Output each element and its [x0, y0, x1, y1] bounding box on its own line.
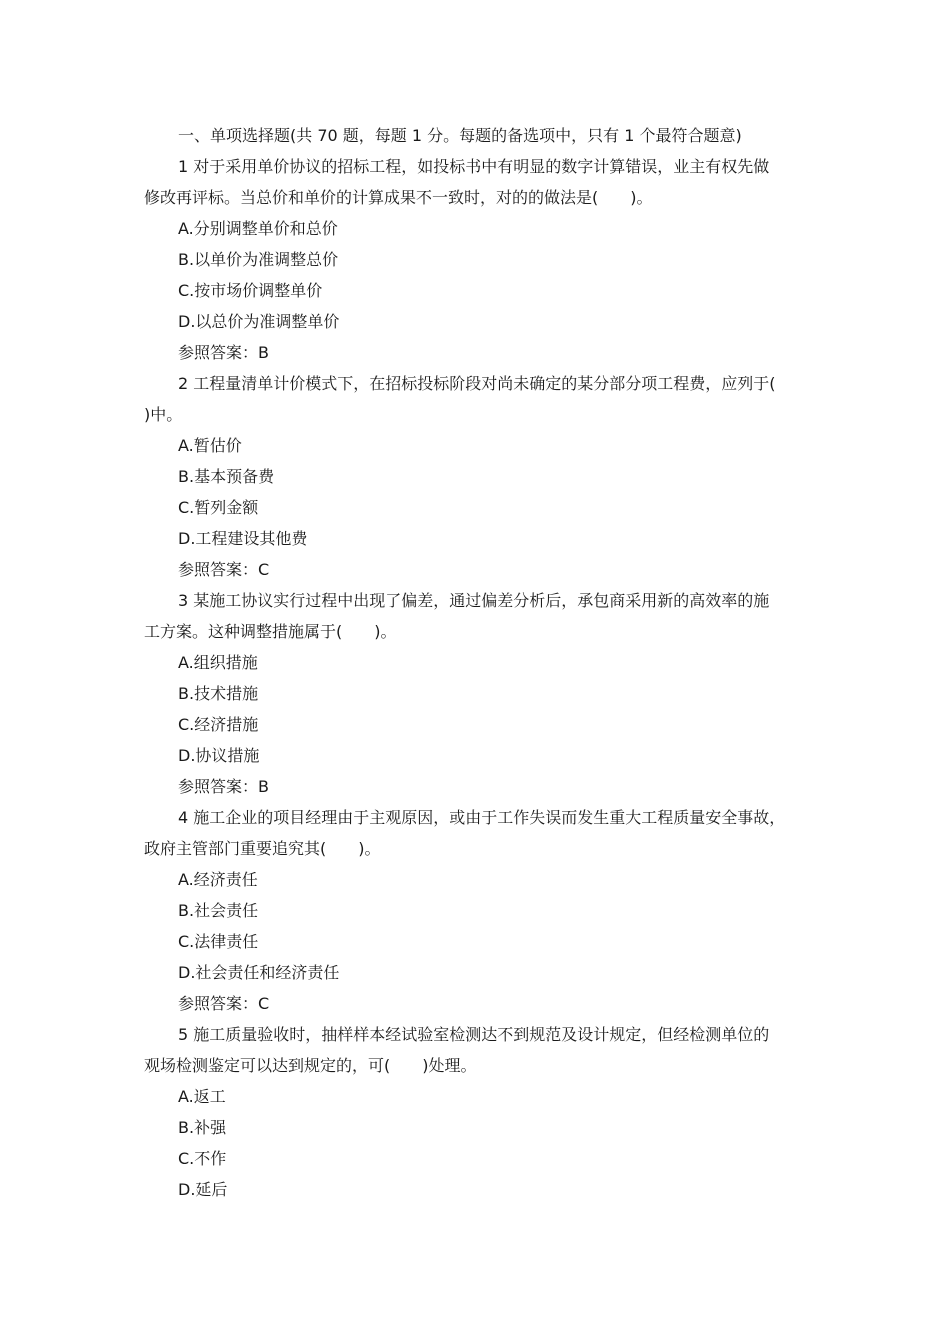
option-d: D.以总价为准调整单价	[178, 312, 340, 331]
question-text-line: 观场检测鉴定可以达到规定的，可( )处理。	[144, 1056, 477, 1075]
option-b: B.社会责任	[178, 901, 259, 920]
option-a: A.分别调整单价和总价	[178, 219, 338, 238]
reference-answer: 参照答案：B	[178, 343, 269, 362]
option-b: B.基本预备费	[178, 467, 275, 486]
option-b: B.补强	[178, 1118, 227, 1137]
question-text-line: 工方案。这种调整措施属于( )。	[144, 622, 397, 641]
question-3	[144, 585, 809, 802]
question-1	[144, 151, 809, 368]
option-b: B.技术措施	[178, 684, 259, 703]
reference-answer: 参照答案：C	[178, 560, 270, 579]
option-c: C.暂列金额	[178, 498, 259, 517]
question-text-line: 4 施工企业的项目经理由于主观原因，或由于工作失误而发生重大工程质量安全事故，	[178, 808, 786, 827]
question-text-line: 2 工程量清单计价模式下，在招标投标阶段对尚未确定的某分部分项工程费，应列于(	[178, 374, 776, 393]
question-text-line: 5 施工质量验收时，抽样样本经试验室检测达不到规范及设计规定，但经检测单位的	[178, 1025, 770, 1044]
option-b: B.以单价为准调整总价	[178, 250, 339, 269]
option-c: C.法律责任	[178, 932, 259, 951]
option-d: D.协议措施	[178, 746, 260, 765]
question-text-line: 1 对于采用单价协议的招标工程，如投标书中有明显的数字计算错误，业主有权先做	[178, 157, 770, 176]
option-a: A.组织措施	[178, 653, 258, 672]
document-content	[144, 120, 809, 1205]
option-c: C.按市场价调整单价	[178, 281, 323, 300]
question-text-line: 政府主管部门重要追究其( )。	[144, 839, 381, 858]
option-d: D.工程建设其他费	[178, 529, 308, 548]
option-a: A.经济责任	[178, 870, 258, 889]
question-text-line: 3 某施工协议实行过程中出现了偏差，通过偏差分析后，承包商采用新的高效率的施	[178, 591, 770, 610]
option-c: C.不作	[178, 1149, 227, 1168]
option-a: A.返工	[178, 1087, 226, 1106]
option-d: D.延后	[178, 1180, 228, 1199]
question-text-line: 修改再评标。当总价和单价的计算成果不一致时，对的的做法是( )。	[144, 188, 653, 207]
option-c: C.经济措施	[178, 715, 259, 734]
question-text-line: )中。	[144, 405, 183, 424]
option-d: D.社会责任和经济责任	[178, 963, 340, 982]
question-2	[144, 368, 809, 585]
question-4	[144, 802, 809, 1019]
reference-answer: 参照答案：C	[178, 994, 270, 1013]
section-title: 一、单项选择题(共 70 题，每题 1 分。每题的备选项中，只有 1 个最符合题意)	[178, 126, 742, 145]
option-a: A.暂估价	[178, 436, 242, 455]
question-5	[144, 1019, 809, 1205]
reference-answer: 参照答案：B	[178, 777, 269, 796]
